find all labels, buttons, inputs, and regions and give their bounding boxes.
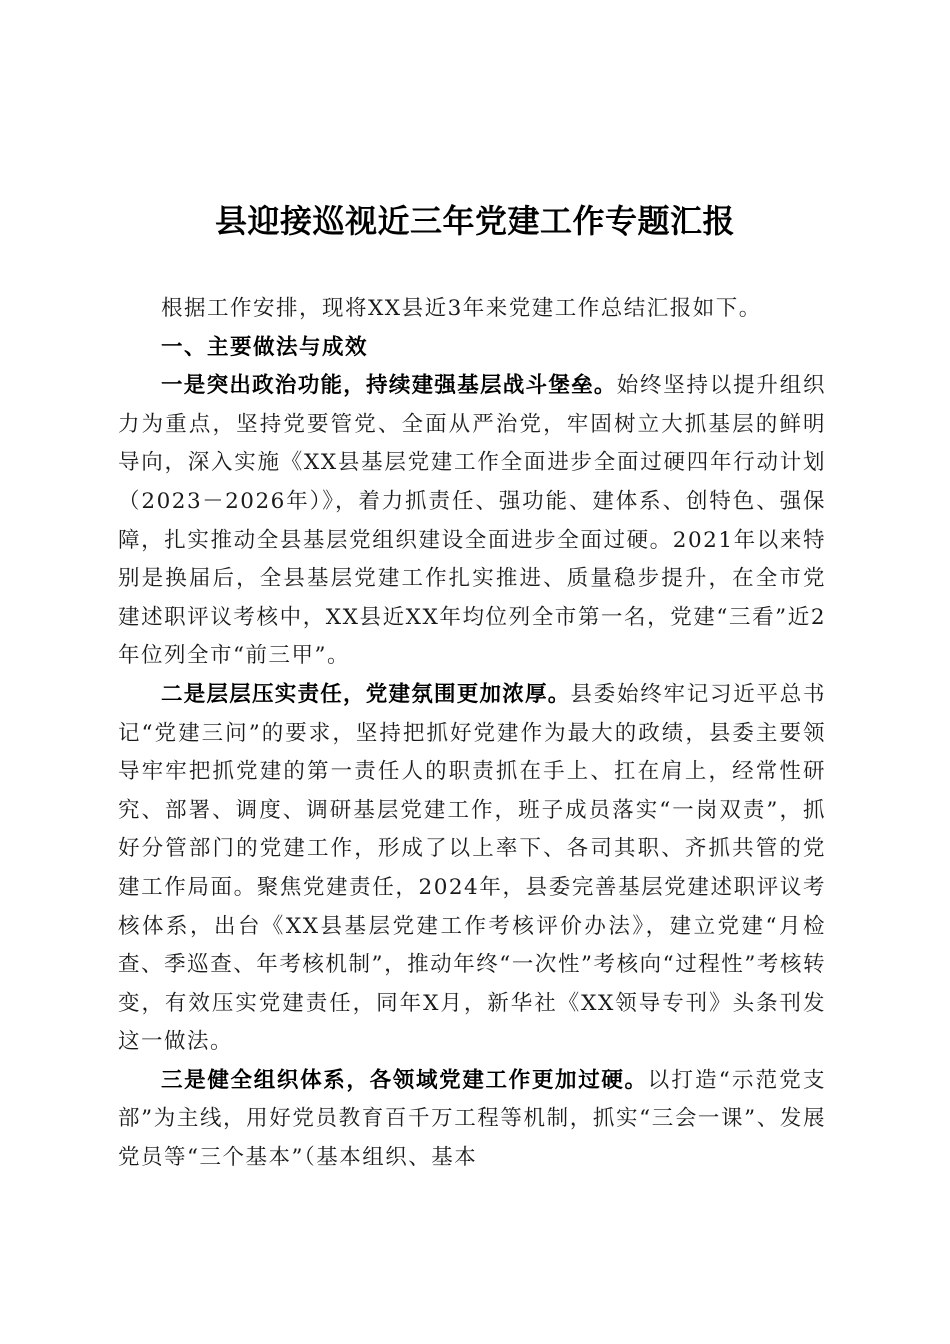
document-title: 县迎接巡视近三年党建工作专题汇报 xyxy=(214,202,735,240)
paragraph-2-text: 县委始终牢记习近平总书记“党建三问”的要求，坚持把抓好党建作为最大的政绩，县委主要领导牢牢把抓党建的第一责任人的职责抓在手上、扛在肩上，经常性研究、部署、调度、调研基层党建工作，班子成员落实“一岗双责”，抓好分管部门的党建工作，形成了以上率下、各司其职、齐抓共管的党建工作局面。聚焦党建责任，2024年，县委完善基层党建述职评议考核体系，出台《XX县基层党建工作考核评价办法》，建立党建“月检查、季巡查、年考核机制”，推动年终“一次性”考核向“过程性”考核转变，有效压实党建责任，同年X月，新华社《XX领导专刊》头条刊发这一做法。 xyxy=(118,681,826,1055)
paragraph-3 xyxy=(118,1062,826,1178)
paragraph-3-lead: 三是健全组织体系，各领域党建工作更加过硬。 xyxy=(161,1067,648,1093)
paragraph-1-lead: 一是突出政治功能，持续建强基层战斗堡垒。 xyxy=(161,373,617,399)
paragraph-2-lead: 二是层层压实责任，党建氛围更加浓厚。 xyxy=(161,681,571,707)
paragraph-3-text: 以打造“示范党支部”为主线，用好党员教育百千万工程等机制，抓实“三会一课”、发展党员等“三个基本”（基本组织、基本 xyxy=(118,1067,826,1171)
paragraph-1-text: 始终坚持以提升组织力为重点，坚持党要管党、全面从严治党，牢固树立大抓基层的鲜明导向，深入实施《XX县基层党建工作全面进步全面过硬四年行动计划（2023－2026年）》，着力抓责任、强功能、建体系、创特色、强保障，扎实推动全县基层党组织建设全面进步全面过硬。2021年以来特别是换届后，全县基层党建工作扎实推进、质量稳步提升，在全市党建述职评议考核中，XX县近XX年均位列全市第一名，党建“三看”近2年位列全市“前三甲”。 xyxy=(118,373,826,669)
paragraph-2 xyxy=(118,676,826,1062)
paragraph-1 xyxy=(118,367,826,676)
document-body xyxy=(118,290,826,1178)
intro-paragraph: 根据工作安排，现将XX县近3年来党建工作总结汇报如下。 xyxy=(161,296,762,321)
section-heading: 一、主要做法与成效 xyxy=(161,334,369,360)
